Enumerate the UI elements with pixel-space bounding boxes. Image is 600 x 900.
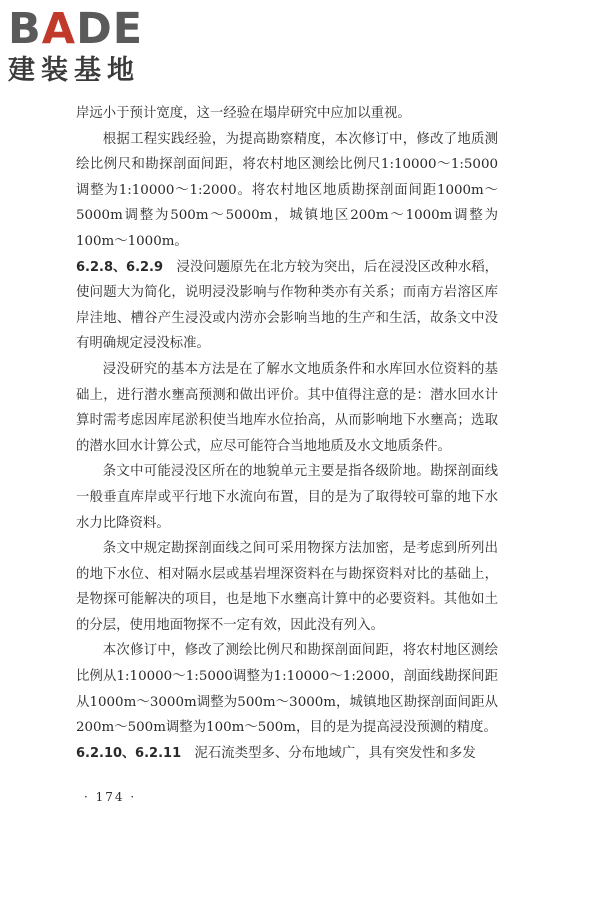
logo-subtitle: 建装基地 <box>8 55 140 86</box>
page-body <box>76 101 498 766</box>
paragraph: 岸远小于预计宽度，这一经验在塌岸研究中应加以重视。 <box>76 106 411 121</box>
section-paragraph: 6.2.10、6.2.11 泥石流类型多、分布地域广，具有突发性和多发 <box>76 745 476 761</box>
paragraph: 本次修订中，修改了测绘比例尺和勘探剖面间距，将农村地区测绘比例从1:10000～1:5000调整为1:10000～1:2000，剖面线勘探间距从1000m～3000m调整为500m～3000m，城镇地区勘探剖面间距从200m～500m调整为100m～500m，目的是为提高浸没预测的精度。 <box>76 643 498 736</box>
page-number: · 174 · <box>84 790 137 804</box>
section-paragraph: 6.2.8、6.2.9 浸没问题原先在北方较为突出，后在浸没区改种水稻，使问题大为简化，说明浸没影响与作物种类亦有关系；而南方岩溶区库岸洼地、槽谷产生浸没或内涝亦会影响当地的生产和生活，故条文中没有明确规定浸没标准。 <box>76 259 498 352</box>
paragraph: 条文中规定勘探剖面线之间可采用物探方法加密，是考虑到所列出的地下水位、相对隔水层或基岩埋深资料在与勘探资料对比的基础上，是物探可能解决的项目，也是地下水壅高计算中的必要资料。其他如土的分层，使用地面物探不一定有效，因此没有列入。 <box>76 541 498 633</box>
section-number: 6.2.10、6.2.11 <box>76 745 182 761</box>
logo-wordmark: BADE <box>8 4 144 54</box>
paragraph: 浸没研究的基本方法是在了解水文地质条件和水库回水位资料的基础上，进行潜水壅高预测和做出评价。其中值得注意的是：潜水回水计算时需考虑因库尾淤积使当地库水位抬高，从而影响地下水壅高；选取的潜水回水计算公式，应尽可能符合当地地质及水文地质条件。 <box>76 361 498 454</box>
paragraph: 条文中可能浸没区所在的地貌单元主要是指各级阶地。勘探剖面线一般垂直库岸或平行地下水流向布置，目的是为了取得较可靠的地下水水力比降资料。 <box>76 464 498 531</box>
bade-logo <box>8 6 208 98</box>
section-number: 6.2.8、6.2.9 <box>76 259 164 275</box>
paragraph: 根据工程实践经验，为提高勘察精度，本次修订中，修改了地质测绘比例尺和勘探剖面间距，将农村地区测绘比例尺1:10000～1:5000调整为1:10000～1:2000。将农村地区地质勘探剖面间距1000m～5000m调整为500m～5000m，城镇地区200m～1000m调整为100m～1000m。 <box>76 131 498 249</box>
